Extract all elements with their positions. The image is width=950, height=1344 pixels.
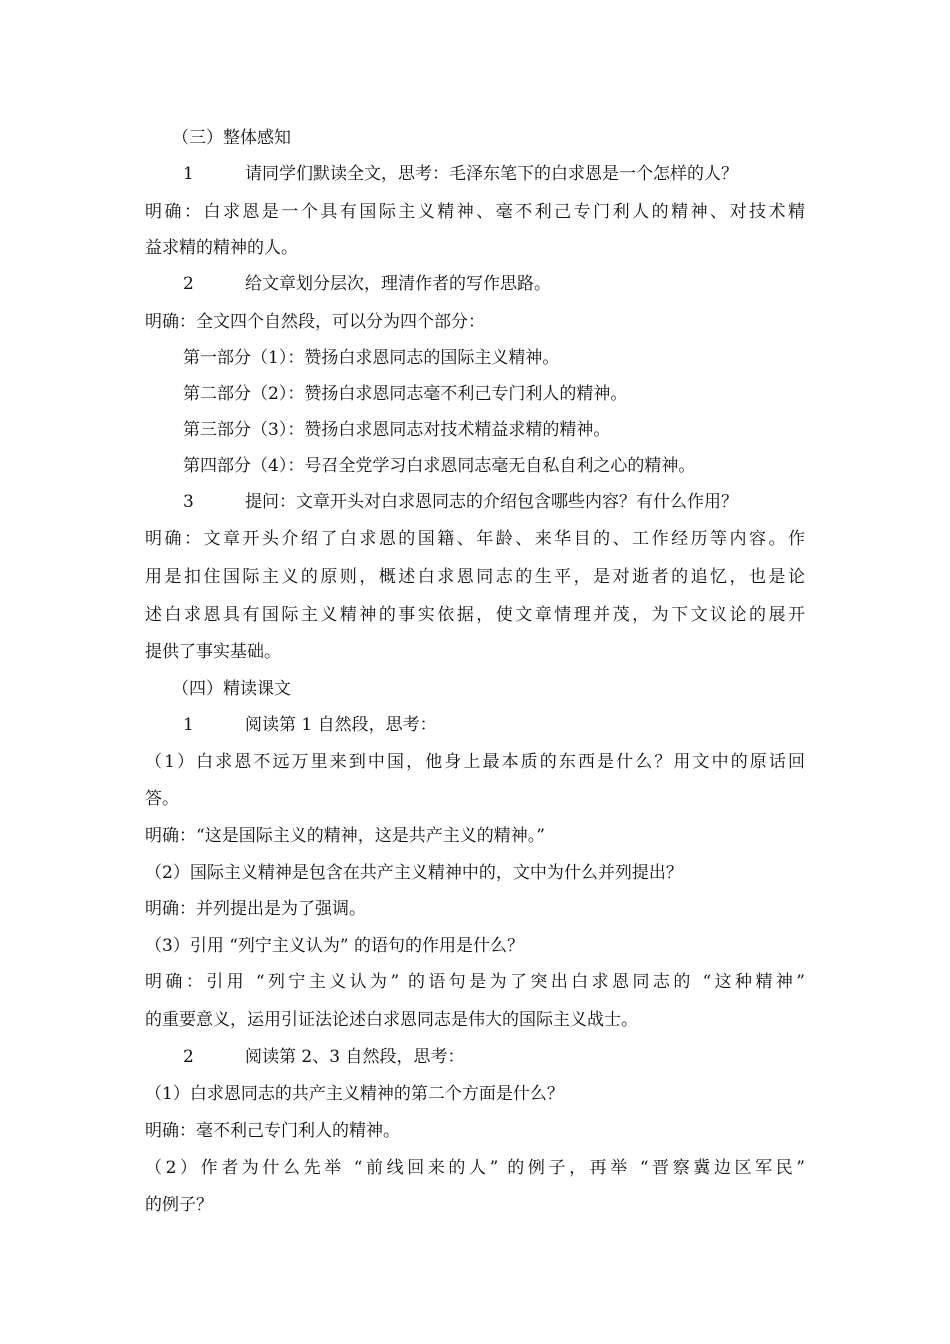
sub-question-line: （1）白求恩同志的共产主义精神的第二个方面是什么？ xyxy=(145,1084,564,1104)
sub-question-line: 的例子？ xyxy=(145,1195,213,1215)
answer-line: 述白求恩具有国际主义精神的事实依据，使文章情理并茂，为下文议论的展开 xyxy=(145,605,805,625)
sub-question-line: （1）白求恩不远万里来到中国，他身上最本质的东西是什么？用文中的原话回 xyxy=(145,752,805,772)
answer-line: 明确：文章开头介绍了白求恩的国籍、年龄、来华目的、工作经历等内容。作 xyxy=(145,529,805,549)
answer-line: 提供了事实基础。 xyxy=(145,642,281,662)
sub-question-line: （2）作者为什么先举 “前线回来的人” 的例子，再举 “晋察冀边区军民” xyxy=(145,1158,805,1178)
answer-line: 明确：白求恩是一个具有国际主义精神、毫不利己专门利人的精神、对技术精 xyxy=(145,202,805,222)
part-line: 第四部分（4）：号召全党学习白求恩同志毫无自私自利之心的精神。 xyxy=(183,456,696,476)
question-text: 阅读第 1 自然段，思考： xyxy=(245,715,437,735)
answer-line: 明确：引用 “列宁主义认为” 的语句是为了突出白求恩同志的 “这种精神” xyxy=(145,972,805,992)
section-heading: （四）精读课文 xyxy=(172,679,291,699)
item-number: 1 xyxy=(183,715,194,735)
item-number: 2 xyxy=(183,274,194,294)
answer-line: 益求精的精神的人。 xyxy=(145,238,298,258)
part-line: 第一部分（1）：赞扬白求恩同志的国际主义精神。 xyxy=(183,348,560,368)
answer-line: 明确：毫不利己专门利人的精神。 xyxy=(145,1121,400,1141)
item-number: 2 xyxy=(183,1047,194,1067)
item-number: 3 xyxy=(183,492,194,512)
sub-question-line: （2）国际主义精神是包含在共产主义精神中的，文中为什么并列提出？ xyxy=(145,863,683,883)
part-line: 第二部分（2）：赞扬白求恩同志毫不利己专门利人的精神。 xyxy=(183,384,628,404)
answer-line: 明确：并列提出是为了强调。 xyxy=(145,899,366,919)
sub-question-line: 答。 xyxy=(145,789,179,809)
answer-line: 用是扣住国际主义的原则，概述白求恩同志的生平，是对逝者的追忆，也是论 xyxy=(145,567,805,587)
item-number: 1 xyxy=(183,164,194,184)
question-text: 阅读第 2、3 自然段，思考： xyxy=(245,1047,465,1067)
answer-line: 的重要意义，运用引证法论述白求恩同志是伟大的国际主义战士。 xyxy=(145,1010,638,1030)
answer-line: 明确：全文四个自然段，可以分为四个部分： xyxy=(145,312,485,332)
sub-question-line: （3）引用 “列宁主义认为” 的语句的作用是什么？ xyxy=(145,936,525,956)
question-text: 给文章划分层次，理清作者的写作思路。 xyxy=(245,274,551,294)
part-line: 第三部分（3）：赞扬白求恩同志对技术精益求精的精神。 xyxy=(183,420,611,440)
section-heading: （三）整体感知 xyxy=(172,128,291,148)
question-text: 请同学们默读全文，思考：毛泽东笔下的白求恩是一个怎样的人？ xyxy=(245,164,738,184)
question-text: 提问：文章开头对白求恩同志的介绍包含哪些内容？有什么作用？ xyxy=(245,492,738,512)
answer-line: 明确：“这是国际主义的精神，这是共产主义的精神。” xyxy=(145,826,545,846)
